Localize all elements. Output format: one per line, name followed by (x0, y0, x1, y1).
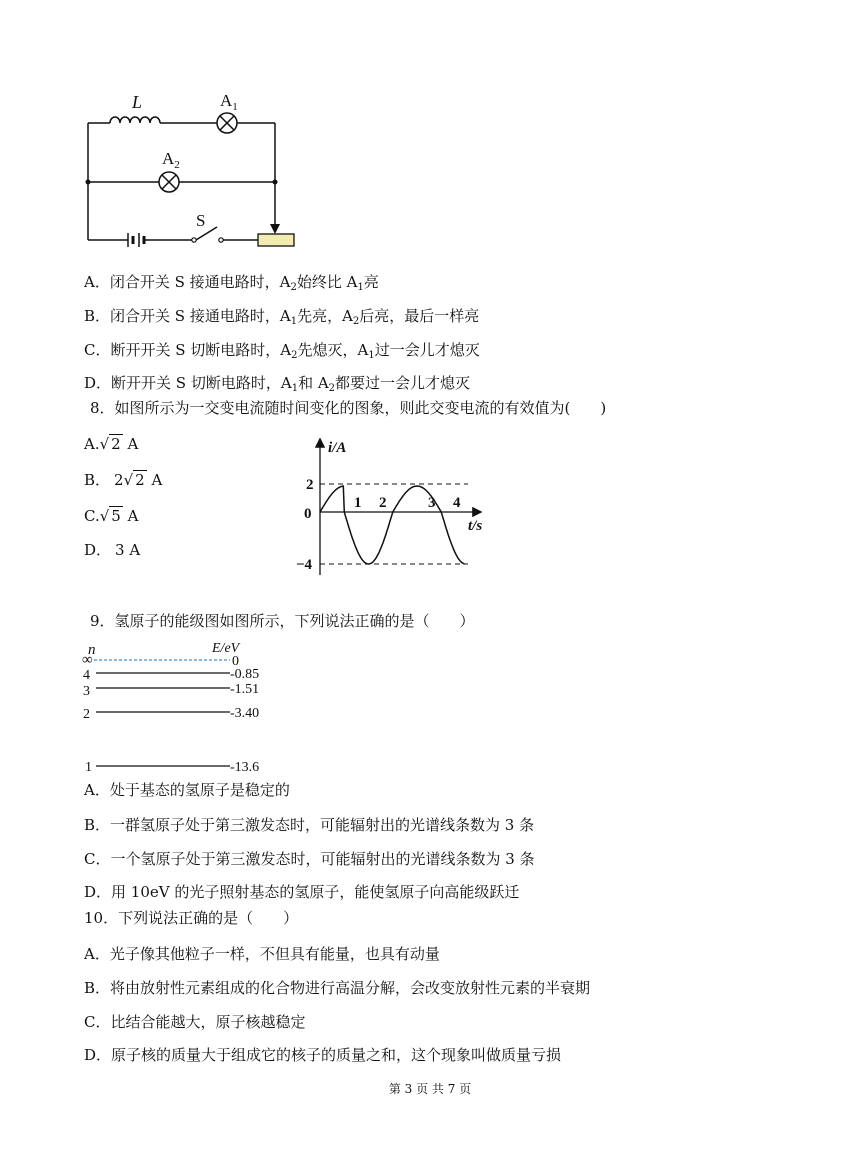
option-coefficient: 3 A (115, 541, 141, 559)
q8-option (84, 470, 162, 490)
subscript: 1 (291, 383, 299, 394)
option-line: B．一群氢原子处于第三激发态时，可能辐射出的光谱线条数为 3 条 (84, 816, 535, 834)
graph-xtick-1: 1 (354, 495, 362, 511)
option-letter: B． (84, 307, 111, 325)
e-label: E/eV (212, 641, 240, 656)
option-coefficient: 2 (114, 471, 124, 489)
level-e-2: -3.40 (230, 706, 260, 721)
q8-option (84, 434, 138, 454)
q8-option (84, 540, 140, 560)
radicand: 2 (111, 435, 121, 453)
sqrt-symbol: √ 2 (123, 471, 145, 489)
energy-level-diagram (80, 638, 300, 778)
switch-label: S (196, 211, 206, 230)
option-letter: C． (84, 341, 111, 359)
graph-xtick-4: 4 (453, 495, 461, 511)
option-text: 始终比 A (296, 273, 358, 291)
q7-option (84, 306, 479, 332)
page-footer: 第 3 页 共 7 页 (388, 1082, 472, 1096)
option-unit: A (122, 507, 139, 525)
ac-current-graph (290, 432, 510, 582)
graph-xtick-2: 2 (379, 495, 387, 511)
q7-option (84, 272, 379, 298)
option-letter: B． (84, 471, 111, 489)
level-e-1: -13.6 (230, 760, 260, 775)
option-letter: D． (84, 374, 112, 392)
option-line: A．光子像其他粒子一样，不但具有能量，也具有动量 (84, 945, 440, 963)
option-line: B．将由放射性元素组成的化合物进行高温分解，会改变放射性元素的半衰期 (84, 979, 591, 997)
q8-option (84, 506, 138, 526)
inductor-label: L (132, 92, 143, 112)
level-n-4: 4 (83, 668, 90, 683)
option-text: 断开开关 S 切断电路时，A (110, 341, 292, 359)
graph-ytick-neg4: −4 (296, 557, 313, 573)
option-text: 闭合开关 S 接通电路时，A (109, 273, 291, 291)
level-n-2: 2 (83, 707, 90, 722)
subscript: 2 (328, 383, 336, 394)
level-e-inf: 0 (232, 654, 239, 669)
q10-stem: 10．下列说法正确的是（ ） (84, 909, 299, 927)
sqrt-symbol: √ 2 (99, 435, 121, 453)
graph-y-label: i/A (328, 440, 347, 456)
option-unit: A (146, 471, 163, 489)
option-text: 闭合开关 S 接通电路时，A (110, 307, 291, 325)
graph-x-label: t/s (468, 518, 483, 534)
q9-stem: 9．氢原子的能级图如图所示，下列说法正确的是（ ） (90, 612, 475, 630)
option-text: 亮 (363, 273, 379, 291)
option-letter: C. (84, 507, 100, 525)
option-text: 后亮，最后一样亮 (359, 307, 480, 325)
option-text: 和 A (298, 374, 329, 392)
subscript: 1 (368, 350, 375, 361)
subscript: 1 (290, 316, 298, 327)
subscript: 1 (357, 282, 364, 293)
q8-stem: 8．如图所示为一交变电流随时间变化的图象，则此交变电流的有效值为( ) (90, 399, 607, 417)
subscript: 2 (291, 350, 298, 361)
option-line: C．比结合能越大，原子核越稳定 (84, 1013, 306, 1031)
lamp2-label: $A_2$ (162, 149, 180, 171)
level-n-inf: ∞ (82, 652, 93, 668)
n-label: n (88, 642, 96, 658)
ac-curve (320, 486, 465, 564)
q7-option (84, 340, 480, 366)
option-text: 都要过一会儿才熄灭 (335, 374, 471, 392)
level-e-3: -1.51 (230, 682, 260, 697)
option-line: D．原子核的质量大于组成它的核子的质量之和，这个现象叫做质量亏损 (84, 1046, 562, 1064)
option-text: 断开开关 S 切断电路时，A (111, 374, 292, 392)
option-letter: A． (84, 273, 110, 291)
subscript: 2 (290, 282, 297, 293)
option-line: A．处于基态的氢原子是稳定的 (84, 781, 290, 799)
option-line: D．用 10eV 的光子照射基态的氢原子，能使氢原子向高能级跃迁 (84, 883, 520, 901)
option-text: 先熄灭，A (297, 341, 369, 359)
lamp1-label: $A_1$ (220, 91, 238, 113)
radicand: 5 (111, 507, 121, 525)
option-line: C．一个氢原子处于第三激发态时，可能辐射出的光谱线条数为 3 条 (84, 850, 535, 868)
option-text: 过一会儿才熄灭 (374, 341, 480, 359)
circuit-diagram (80, 88, 310, 253)
level-n-3: 3 (83, 684, 90, 699)
option-letter: A. (84, 435, 100, 453)
option-letter: D． (84, 541, 112, 559)
graph-xtick-3: 3 (428, 495, 436, 511)
q7-option (84, 373, 470, 399)
sqrt-symbol: √ 5 (99, 507, 121, 525)
level-n-1: 1 (85, 760, 92, 775)
level-e-4: -0.85 (230, 667, 260, 682)
graph-ytick-2: 2 (306, 477, 314, 493)
graph-origin: 0 (304, 506, 312, 522)
radicand: 2 (135, 471, 145, 489)
option-text: 先亮，A (297, 307, 353, 325)
option-unit: A (122, 435, 139, 453)
subscript: 2 (352, 316, 360, 327)
